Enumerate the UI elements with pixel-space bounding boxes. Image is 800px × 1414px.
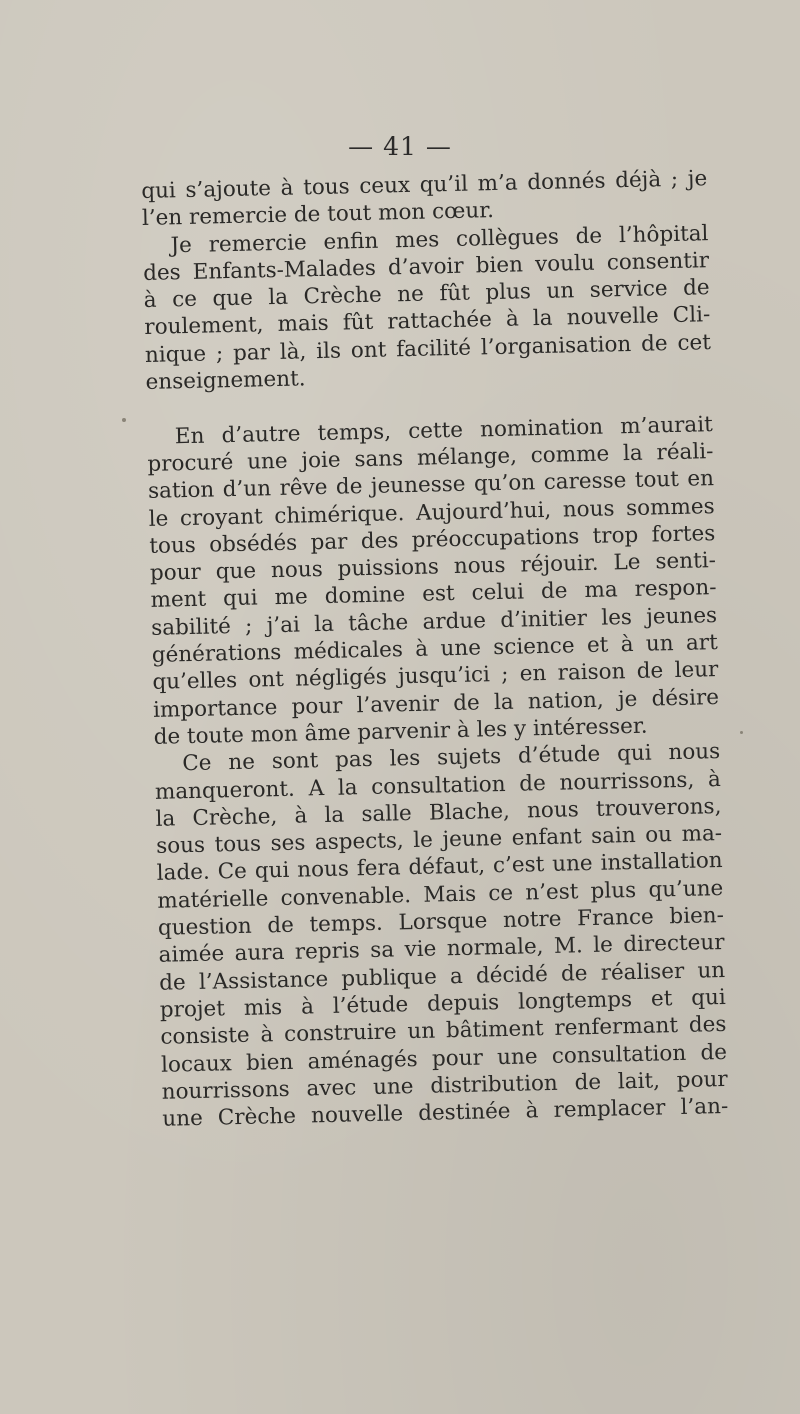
paragraph [154,738,729,1133]
text-line: l’en remercie de tout mon cœur. [141,198,495,232]
text-line: nourrissons avec une distribution de lait, pour [161,1066,728,1105]
text-line: lade. Ce qui nous fera défaut, c’est une installation [156,848,723,887]
text-line: de toute mon âme parvenir à les y intéresser. [153,713,648,750]
text-line: générations médicales à une science et à un art [151,630,718,668]
text-line: pour que nous puissions nous réjouir. Le senti- [149,548,717,587]
body-text [141,165,729,1133]
text-line: En d’autre temps, cette nomination m’aurait [174,411,714,449]
text-line: ment qui me domine est celui de ma respon- [150,575,717,614]
text-line: aimée aura repris sa vie normale, M. le directeur [158,930,725,969]
text-line: roulement, mais fût rattachée à la nouvelle Cli- [144,302,711,341]
text-line: qu’elles ont négligés jusqu’ici ; en raison de leur [152,657,719,696]
text-line: manqueront. A la consultation de nourrissons, à [154,766,722,805]
text-line: sation d’un rêve de jeunesse qu’on caresse tout en [147,466,715,505]
text-line: procuré une joie sans mélange, comme la réali- [147,439,714,477]
text-line: qui s’ajoute à tous ceux qu’il m’a donnés déjà ; je [141,166,708,204]
text-line: Ce ne sont pas les sujets d’étude qui nous [182,739,721,777]
text-line: locaux bien aménagés pour une consultation de [160,1039,728,1078]
paragraph [147,411,720,751]
text-line: Je remercie enfin mes collègues de l’hôpital [170,220,709,258]
text-line: tous obsédés par des préoccupations trop fortes [149,520,716,559]
text-line: projet mis à l’étude depuis longtemps et qui [159,984,727,1023]
text-line: nique ; par là, ils ont facilité l’organisation de cet [144,329,712,368]
paper-speck [122,418,126,422]
text-line: des Enfants-Malades d’avoir bien voulu consentir [142,248,710,286]
text-line: question de temps. Lorsque notre France bien- [157,902,725,941]
text-line: matérielle convenable. Mais ce n’est plus qu’une [157,875,724,914]
text-line: la Crèche, à la salle Blache, nous trouverons, [155,793,722,832]
text-line: sous tous ses aspects, le jeune enfant sain ou ma- [155,821,723,859]
text-line: sabilité ; j’ai la tâche ardue d’initier les jeunes [150,602,718,641]
text-line: de l’Assistance publique a décidé de réaliser un [158,957,726,996]
text-line: enseignement. [145,366,306,396]
text-line: une Crèche nouvelle destinée à remplacer l’an- [162,1094,729,1132]
paper-speck [740,731,743,734]
text-line: consiste à construire un bâtiment renfermant des [160,1012,727,1050]
paragraph [142,220,712,397]
page-number: — 41 — [348,132,452,161]
text-line: importance pour l’avenir de la nation, je désire [152,684,720,723]
text-line: le croyant chimérique. Aujourd’hui, nous sommes [148,493,715,532]
text-line: à ce que la Crèche ne fût plus un service de [143,275,710,314]
